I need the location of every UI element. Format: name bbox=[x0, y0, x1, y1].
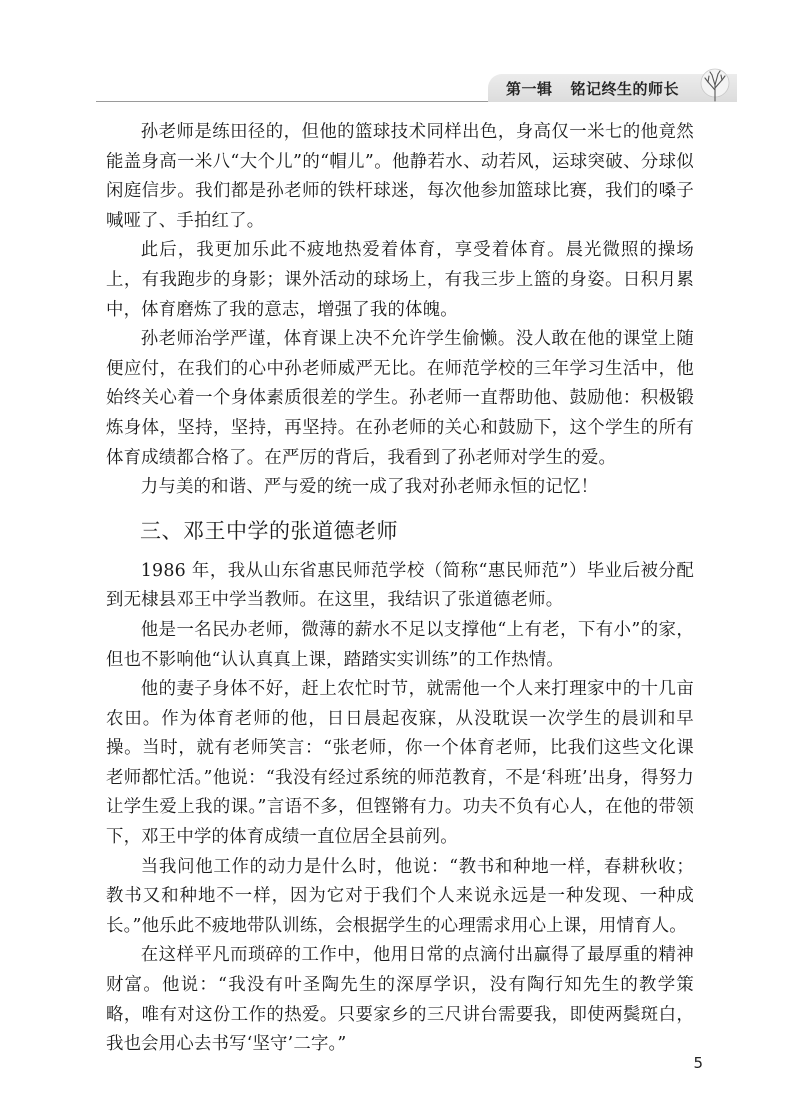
page-body bbox=[106, 118, 694, 1060]
body-paragraph: 力与美的和谐、严与爱的统一成了我对孙老师永恒的记忆！ bbox=[140, 477, 599, 498]
header-title: 铭记终生的师长 bbox=[570, 79, 679, 98]
section-heading: 三、邓王中学的张道德老师 bbox=[140, 518, 398, 543]
header-section-label: 第一辑 bbox=[505, 79, 553, 98]
body-paragraph: 当我问他工作的动力是什么时，他说：“教书和种地一样，春耕秋收；教书又和种地不一样，因为它对于我们个人来说永远是一种发现、一种成长。”他乐此不疲地带队训练，会根据学生的心理需求用心上课，用情育人。 bbox=[106, 856, 694, 936]
header-tab bbox=[488, 74, 737, 102]
page-number: 5 bbox=[693, 1054, 703, 1072]
body-paragraph: 此后，我更加乐此不疲地热爱着体育，享受着体育。晨光微照的操场上，有我跑步的身影；课外活动的球场上，有我三步上篮的身姿。日积月累中，体育磨炼了我的意志，增强了我的体魄。 bbox=[106, 240, 694, 320]
body-paragraph: 孙老师是练田径的，但他的篮球技术同样出色，身高仅一米七的他竟然能盖身高一米八“大个儿”的“帽儿”。他静若水、动若风，运球突破、分球似闲庭信步。我们都是孙老师的铁杆球迷，每次他参加篮球比赛，我们的嗓子喊哑了、手拍红了。 bbox=[106, 122, 694, 231]
bare-tree-icon bbox=[697, 68, 733, 104]
body-paragraph: 孙老师治学严谨，体育课上决不允许学生偷懒。没人敢在他的课堂上随便应付，在我们的心中孙老师威严无比。在师范学校的三年学习生活中，他始终关心着一个身体素质很差的学生。孙老师一直帮助他、鼓励他：积极锻炼身体，坚持，坚持，再坚持。在孙老师的关心和鼓励下，这个学生的所有体育成绩都合格了。在严厉的背后，我看到了孙老师对学生的爱。 bbox=[106, 329, 694, 468]
body-paragraph: 他的妻子身体不好，赶上农忙时节，就需他一个人来打理家中的十几亩农田。作为体育老师的他，日日晨起夜寐，从没耽误一次学生的晨训和早操。当时，就有老师笑言：“张老师，你一个体育老师，比我们这些文化课老师都忙活。”他说：“我没有经过系统的师范教育，不是‘科班’出身，得努力让学生爱上我的课。”言语不多，但铿锵有力。功夫不负有心人，在他的带领下，邓王中学的体育成绩一直位居全县前列。 bbox=[106, 679, 694, 848]
running-header bbox=[0, 70, 799, 106]
body-paragraph: 他是一名民办老师，微薄的薪水不足以支撑他“上有老，下有小”的家，但也不影响他“认认真真上课，踏踏实实训练”的工作热情。 bbox=[106, 619, 694, 670]
body-paragraph: 1986 年，我从山东省惠民师范学校（简称“惠民师范”）毕业后被分配到无棣县邓王中学当教师。在这里，我结识了张道德老师。 bbox=[106, 560, 694, 611]
body-paragraph: 在这样平凡而琐碎的工作中，他用日常的点滴付出赢得了最厚重的精神财富。他说：“我没有叶圣陶先生的深厚学识，没有陶行知先生的教学策略，唯有对这份工作的热爱。只要家乡的三尺讲台需要我，即使两鬓斑白，我也会用心去书写‘坚守’二字。” bbox=[106, 945, 694, 1055]
